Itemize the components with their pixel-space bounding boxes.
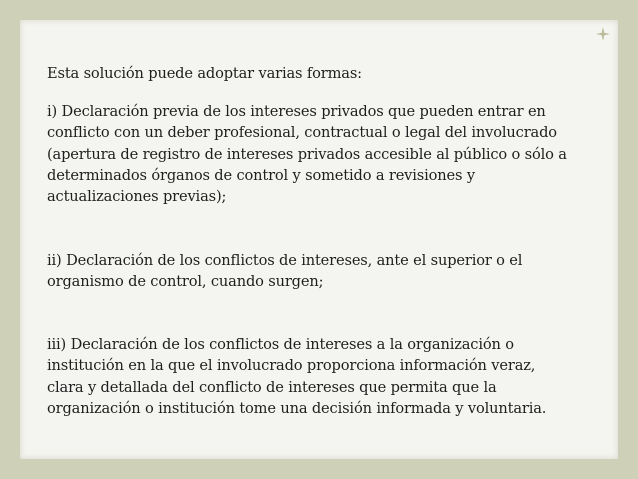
item-1-line: (apertura de registro de intereses privados accesible al público o sólo a [47,145,567,163]
item-3-line: iii) Declaración de los conflictos de intereses a la organización o [47,336,514,353]
sparkle-icon [596,26,610,40]
item-3-line: organización o institución tome una decisión informada y voluntaria. [47,399,547,417]
item-1-line: i) Declaración previa de los intereses privados que pueden entrar en [47,103,546,120]
item-1-line: actualizaciones previas); [47,188,227,206]
item-2-line: organismo de control, cuando surgen; [47,273,324,291]
item-3-line: institución en la que el involucrado proporciona información veraz, [47,357,536,375]
item-3-line: clara y detallada del conflicto de intereses que permita que la [47,378,497,396]
slide-panel [20,20,618,459]
item-1-paragraph [47,101,607,207]
item-2-line: ii) Declaración de los conflictos de intereses, ante el superior o el [47,252,523,269]
intro-text [47,63,607,84]
item-3-paragraph [47,334,607,419]
item-2-paragraph [47,250,607,293]
item-1-line: determinados órganos de control y sometido a revisiones y [47,166,475,184]
intro-line: Esta solución puede adoptar varias formas: [47,65,362,82]
item-1-line: conflicto con un deber profesional, contractual o legal del involucrado [47,124,557,142]
